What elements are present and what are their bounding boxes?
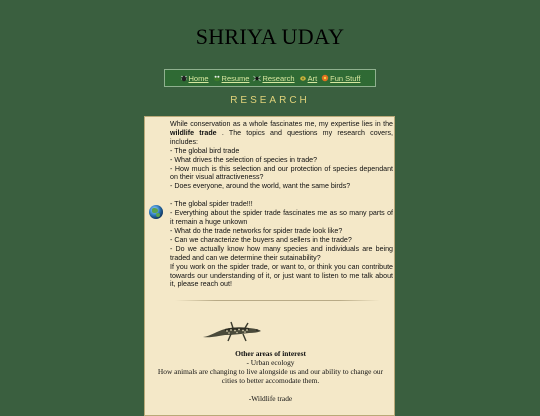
site-title: SHRIYA UDAY xyxy=(195,24,345,49)
nav-home-link[interactable] xyxy=(180,74,209,83)
nav-art-link[interactable] xyxy=(299,74,318,83)
list-item: - Everything about the spider trade fascinates me as so many parts of it remain a huge unkown xyxy=(170,209,393,227)
wildlife-trade-bold: wildlife trade xyxy=(170,128,217,137)
list-item: - The global bird trade xyxy=(170,146,240,155)
bug-icon xyxy=(180,74,188,82)
nav-bar xyxy=(164,69,376,87)
wildlife-trade-title: -Wildlife trade xyxy=(248,393,293,403)
research-panel xyxy=(144,116,395,416)
intro-text-continued: . The topics and questions my research covers, includes: xyxy=(170,128,394,146)
list-item: - Can we characterize the buyers and sellers in the trade? xyxy=(170,235,352,244)
nav-fun-stuff-label: Fun Stuff xyxy=(330,73,361,83)
urban-ecology-description: How animals are changing to live alongside us and our ability to change our cities to better accomodate them. xyxy=(157,366,384,385)
list-item: - Do we actually know how many species and individuals are being traded and can we determine their sutainability? xyxy=(170,244,393,262)
list-item: - What do the trade networks for spider trade look like? xyxy=(170,226,343,235)
other-interests xyxy=(145,350,395,404)
nav-resume-label: Resume xyxy=(221,73,250,83)
spider-icon xyxy=(253,74,261,82)
lizard-icon xyxy=(201,317,263,345)
globe-icon xyxy=(149,205,163,219)
contact-paragraph: If you work on the spider trade, or want to, or think you can contribute towards our understanding of it, or just want to listen to me talk about it, please reach out! xyxy=(170,262,393,289)
frog-icon xyxy=(213,74,221,82)
section-heading: RESEARCH xyxy=(230,95,310,106)
intro-text: While conservation as a whole fascinates me, my expertise lies in the xyxy=(170,120,393,128)
list-item: - What drives the selection of species in trade? xyxy=(170,155,318,164)
list-item: - Does everyone, around the world, want the same birds? xyxy=(170,182,351,191)
intro-paragraph xyxy=(170,120,393,147)
list-item: - The global spider trade!!! xyxy=(170,200,253,209)
divider xyxy=(175,300,380,301)
nav-research-link[interactable] xyxy=(253,74,294,83)
other-interests-title: Other areas of interest xyxy=(235,349,306,358)
nav-art-label: Art xyxy=(307,73,318,83)
nav-research-label: Research xyxy=(262,73,295,83)
nav-fun-stuff-link[interactable] xyxy=(321,74,360,83)
urban-ecology-title: - Urban ecology xyxy=(246,357,295,367)
list-item: - How much is this selection and our protection of species dependant on their visual attractiveness? xyxy=(170,164,393,182)
turtle-icon xyxy=(299,74,307,82)
nav-home-label: Home xyxy=(188,73,209,83)
flower-icon xyxy=(321,74,329,82)
nav-resume-link[interactable] xyxy=(213,74,250,83)
research-text xyxy=(170,120,393,289)
